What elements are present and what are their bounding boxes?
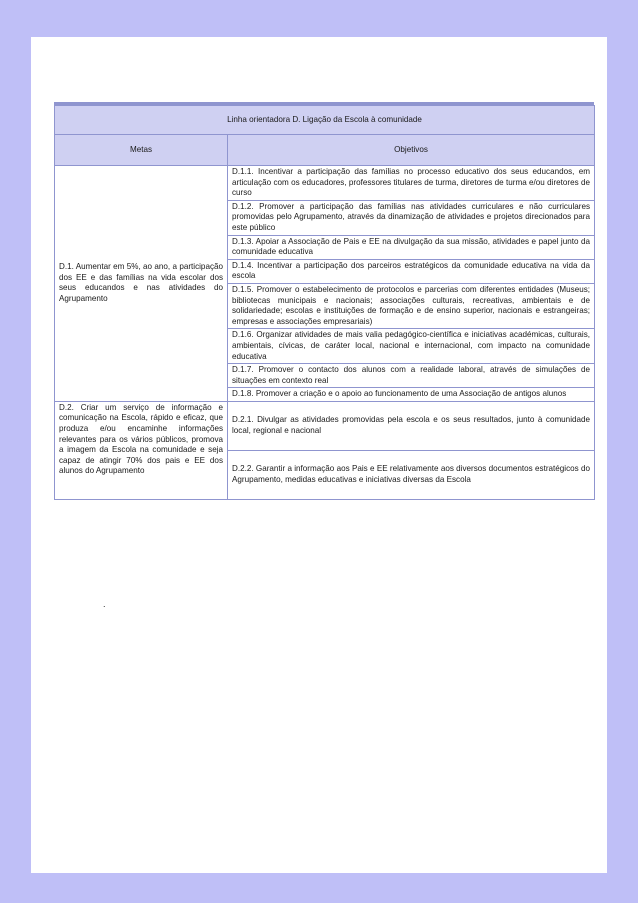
objetivo-d1-6: D.1.6. Organizar atividades de mais valia pedagógico-científica e iniciativas académicas, culturais, ambientais, cívicas, de caráter local, nacional e internacional, com impacto na comunidade educativa — [228, 329, 595, 364]
table-header-row — [55, 135, 595, 166]
document-page — [31, 37, 607, 873]
column-header-metas: Metas — [55, 135, 228, 166]
objetivo-d1-1: D.1.1. Incentivar a participação das famílias no processo educativo dos seus educandos, em articulação com os educadores, professores titulares de turma, diretores de turma e/ou diretores de curso — [228, 166, 595, 201]
objetivo-d1-8: D.1.8. Promover a criação e o apoio ao funcionamento de uma Associação de antigos alunos — [228, 388, 595, 402]
table-row — [55, 166, 595, 201]
objetivo-d1-5: D.1.5. Promover o estabelecimento de protocolos e parcerias com diferentes entidades (Museus; bibliotecas municipais e nacionais; associações culturais, recreativas, ambientais e de solidariedade; escolas e instituições de formação e de ensino superior, nacionais e estrangeiras; empresas e associações empresariais) — [228, 283, 595, 328]
guideline-table — [54, 105, 595, 500]
table-row — [55, 401, 595, 450]
column-header-objetivos: Objetivos — [228, 135, 595, 166]
footer-mark: . — [103, 599, 106, 609]
objetivo-d1-3: D.1.3. Apoiar a Associação de Pais e EE na divulgação da sua missão, atividades e papel junto da comunidade educativa — [228, 235, 595, 259]
table-title-row — [55, 106, 595, 135]
objetivo-d1-7: D.1.7. Promover o contacto dos alunos com a realidade laboral, através de simulações de situações em contexto real — [228, 364, 595, 388]
objetivo-d1-2: D.1.2. Promover a participação das famílias nas atividades curriculares e não curriculares promovidas pelo Agrupamento, através da dinamização de atividades e projetos direcionados para este público — [228, 200, 595, 235]
objetivo-d2-2: D.2.2. Garantir a informação aos Pais e EE relativamente aos diversos documentos estratégicos do Agrupamento, medidas educativas e iniciativas diversas da Escola — [228, 450, 595, 499]
objetivo-d2-1: D.2.1. Divulgar as atividades promovidas pela escola e os seus resultados, junto à comunidade local, regional e nacional — [228, 401, 595, 450]
meta-d2: D.2. Criar um serviço de informação e comunicação na Escola, rápido e eficaz, que produza e/ou encaminhe informações relevantes para os vários públicos, promova a imagem da Escola na comunidade e seja capaz de atingir 70% dos pais e EE dos alunos do Agrupamento — [55, 401, 228, 499]
objetivo-d1-4: D.1.4. Incentivar a participação dos parceiros estratégicos da comunidade educativa na vida da escola — [228, 259, 595, 283]
table-title: Linha orientadora D. Ligação da Escola à comunidade — [55, 106, 595, 135]
meta-d1: D.1. Aumentar em 5%, ao ano, a participação dos EE e das famílias na vida escolar dos seus educandos e nas atividades do Agrupamento — [55, 166, 228, 402]
